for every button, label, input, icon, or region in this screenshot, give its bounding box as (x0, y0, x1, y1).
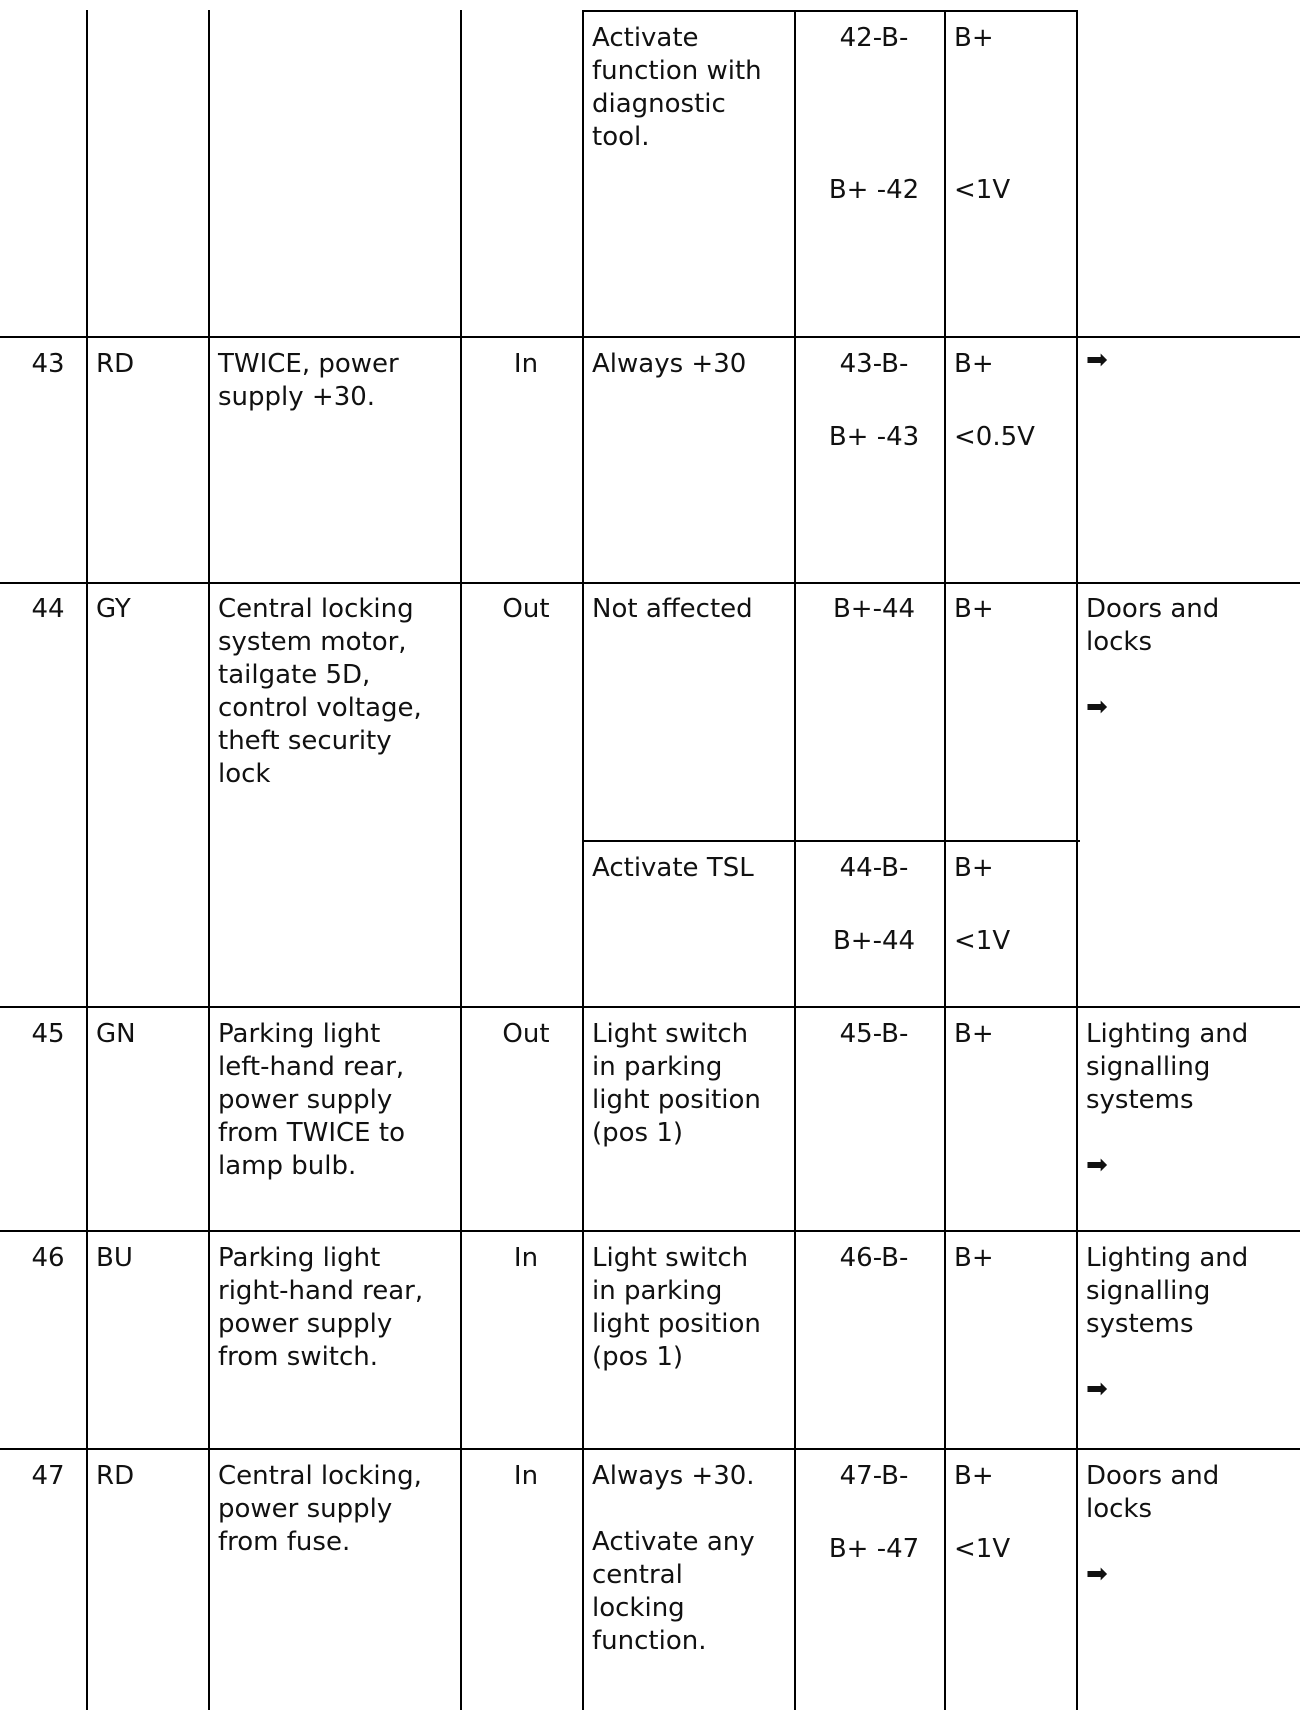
pin-number: 45 (31, 1019, 65, 1049)
measurement-points: 42-B- (839, 23, 909, 53)
reference-section: Lighting and signalling systems (1086, 1019, 1249, 1115)
nominal-value: <0.5V (954, 422, 1035, 452)
pin-number: 47 (31, 1461, 65, 1491)
nominal-value: B+ (954, 594, 994, 624)
nominal-value: <1V (954, 175, 1011, 205)
reference-section: Lighting and signalling systems (1086, 1243, 1249, 1339)
row-divider (0, 1006, 1300, 1008)
pin-number: 46 (31, 1243, 65, 1273)
test-condition: Always +30. Activate any central locking function. (592, 1461, 755, 1656)
signal-direction: Out (502, 594, 550, 624)
arrow-right-icon: ➡ (1086, 345, 1108, 375)
wire-color: RD (96, 1461, 135, 1491)
measurement-points: 46-B- (839, 1243, 909, 1273)
nominal-value: <1V (954, 926, 1011, 956)
test-condition: Light switch in parking light position (pos 1) (592, 1243, 761, 1372)
arrow-right-icon: ➡ (1086, 1559, 1108, 1589)
measurement-points: 44-B- (839, 853, 909, 883)
pin-number: 43 (31, 349, 65, 379)
nominal-value: B+ (954, 349, 994, 379)
col-divider (1076, 10, 1078, 1710)
col-divider (582, 10, 584, 1710)
box-top-border (582, 10, 1078, 12)
row-divider (0, 1230, 1300, 1232)
arrow-right-icon: ➡ (1086, 692, 1108, 722)
measurement-points: 43-B- (839, 349, 909, 379)
wire-color: BU (96, 1243, 133, 1273)
measurement-points: B+ -42 (828, 175, 920, 205)
row-divider (0, 336, 1300, 338)
nominal-value: B+ (954, 1461, 994, 1491)
wire-color: GY (96, 594, 131, 624)
signal-direction: In (513, 1243, 539, 1273)
measurement-points: B+-44 (832, 926, 916, 956)
row-divider (0, 1448, 1300, 1450)
signal-direction: Out (502, 1019, 550, 1049)
row-divider (0, 582, 1300, 584)
arrow-right-icon: ➡ (1086, 1150, 1108, 1180)
measurement-points: 45-B- (839, 1019, 909, 1049)
subrow-divider (584, 840, 1080, 842)
test-condition: Activate TSL (592, 853, 754, 883)
col-divider (944, 10, 946, 1710)
nominal-value: B+ (954, 1019, 994, 1049)
measurement-points: B+-44 (832, 594, 916, 624)
nominal-value: B+ (954, 1243, 994, 1273)
reference-section: Doors and locks (1086, 594, 1220, 657)
wire-color: GN (96, 1019, 136, 1049)
measurement-points: B+ -43 (828, 422, 920, 452)
measurement-points: B+ -47 (828, 1534, 920, 1564)
test-condition: Light switch in parking light position (pos 1) (592, 1019, 761, 1148)
col-divider (86, 10, 88, 1710)
col-divider (208, 10, 210, 1710)
pin-description: Central locking, power supply from fuse. (218, 1461, 422, 1557)
arrow-right-icon: ➡ (1086, 1374, 1108, 1404)
reference-section: Doors and locks (1086, 1461, 1220, 1524)
pin-description: Parking light left-hand rear, power supply from TWICE to lamp bulb. (218, 1019, 405, 1181)
test-condition: Always +30 (592, 349, 747, 379)
pin-description: TWICE, power supply +30. (218, 349, 399, 412)
nominal-value: <1V (954, 1534, 1011, 1564)
wire-color: RD (96, 349, 135, 379)
signal-direction: In (513, 349, 539, 379)
col-divider (460, 10, 462, 1710)
test-condition: Not affected (592, 594, 753, 624)
signal-direction: In (513, 1461, 539, 1491)
test-condition: Activate function with diagnostic tool. (592, 23, 762, 152)
measurement-points: 47-B- (839, 1461, 909, 1491)
pin-description: Parking light right-hand rear, power supply from switch. (218, 1243, 424, 1372)
nominal-value: B+ (954, 853, 994, 883)
pin-number: 44 (31, 594, 65, 624)
pin-description: Central locking system motor, tailgate 5D, control voltage, theft security lock (218, 594, 422, 789)
nominal-value: B+ (954, 23, 994, 53)
col-divider (794, 10, 796, 1710)
